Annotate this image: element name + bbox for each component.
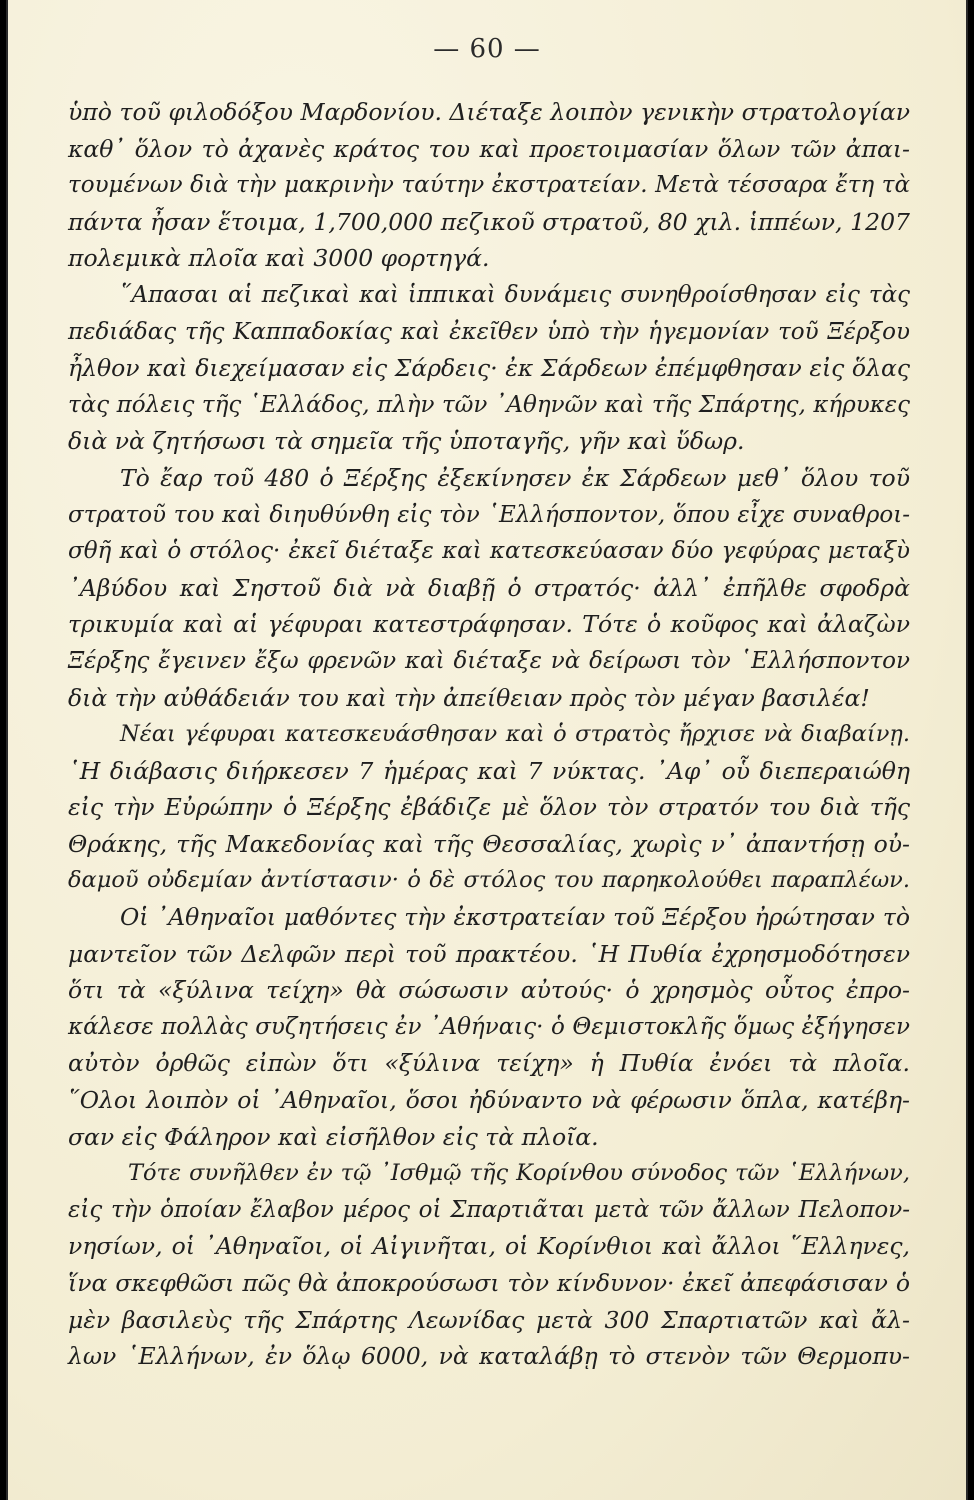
text-line: σθῆ καὶ ὁ στόλος· ἐκεῖ διέταξε καὶ κατεσκεύασαν δύο γεφύρας μεταξὺ [68,538,910,565]
text-line: διὰ τὴν αὐθάδειάν του καὶ τὴν ἀπείθειαν πρὸς τὸν μέγαν βασιλέα! [68,683,870,712]
text-line: Οἱ ᾿Αθηναῖοι μαθόντες τὴν ἐκστρατείαν τοῦ Ξέρξου ἠρώτησαν τὸ [120,903,910,932]
text-line: Θράκης, τῆς Μακεδονίας καὶ τῆς Θεσσαλίας, χωρὶς ν᾿ ἀπαντήσῃ οὐ- [68,829,910,858]
text-line: ὅτι τὰ «ξύλινα τείχη» θὰ σώσωσιν αὐτούς· ὁ χρησμὸς οὗτος ἐπρο- [68,976,910,1005]
text-line: κάλεσε πολλὰς συζητήσεις ἐν ᾿Αθήναις· ὁ Θεμιστοκλῆς ὅμως ἐξήγησεν [68,1013,910,1040]
text-line: νησίων, οἱ ᾿Αθηναῖοι, οἱ Αἰγινῆται, οἱ Κορίνθιοι καὶ ἄλλοι ῞Ελληνες, [68,1232,910,1261]
text-line: ᾿Αβύδου καὶ Σηστοῦ διὰ νὰ διαβῇ ὁ στρατός· ἀλλ᾿ ἐπῆλθε σφοδρὰ [68,573,910,602]
text-line: ὑπὸ τοῦ φιλοδόξου Μαρδονίου. Διέταξε λοιπὸν γενικὴν στρατολογίαν [68,98,910,126]
page-number: — 60 — [433,34,541,64]
text-line: στρατοῦ του καὶ διηυθύνθη εἰς τὸν ῾Ελλήσποντον, ὅπου εἶχε συναθροι- [68,501,910,528]
text-line: ῞Απασαι αἱ πεζικαὶ καὶ ἱππικαὶ δυνάμεις συνηθροίσθησαν εἰς τὰς [120,281,910,308]
text-line: μὲν βασιλεὺς τῆς Σπάρτης Λεωνίδας μετὰ 300 Σπαρτιατῶν καὶ ἄλ- [68,1305,910,1334]
text-line: τὰς πόλεις τῆς ῾Ελλάδος, πλὴν τῶν ᾿Αθηνῶν καὶ τῆς Σπάρτης, κήρυκες [68,391,910,418]
text-line: πεδιάδας τῆς Καππαδοκίας καὶ ἐκεῖθεν ὑπὸ τὴν ἡγεμονίαν τοῦ Ξέρξου [68,318,910,345]
text-line: διὰ νὰ ζητήσωσι τὰ σημεῖα τῆς ὑποταγῆς, γῆν καὶ ὕδωρ. [68,427,745,456]
text-line: καθ᾿ ὅλον τὸ ἀχανὲς κράτος του καὶ προετοιμασίαν ὅλων τῶν ἀπαι- [68,134,910,163]
text-line: Νέαι γέφυραι κατεσκευάσθησαν καὶ ὁ στρατὸς ἤρχισε νὰ διαβαίνῃ. [120,721,910,748]
page-text [68,94,910,1375]
text-line: αὐτὸν ὀρθῶς εἰπὼν ὅτι «ξύλινα τείχη» ἡ Πυθία ἐνόει τὰ πλοῖα. [68,1049,910,1078]
text-line: τουμένων διὰ τὴν μακρινὴν ταύτην ἐκστρατείαν. Μετὰ τέσσαρα ἔτη τὰ [68,172,910,199]
text-line: ῞Ολοι λοιπὸν οἱ ᾿Αθηναῖοι, ὅσοι ἠδύναντο νὰ φέρωσιν ὅπλα, κατέβη- [68,1086,910,1115]
text-line: εἰς τὴν Εὐρώπην ὁ Ξέρξης ἐβάδιζε μὲ ὅλον τὸν στρατόν του διὰ τῆς [68,793,910,822]
text-line: ἦλθον καὶ διεχείμασαν εἰς Σάρδεις· ἐκ Σάρδεων ἐπέμφθησαν εἰς ὅλας [68,354,910,383]
text-line: Ξέρξης ἔγεινεν ἔξω φρενῶν καὶ διέταξε νὰ δείρωσι τὸν ῾Ελλήσποντον [68,647,910,674]
text-line: μαντεῖον τῶν Δελφῶν περὶ τοῦ πρακτέου. ῾Η Πυθία ἐχρησμοδότησεν [68,939,910,968]
book-page [6,0,968,1500]
text-line: Τὸ ἔαρ τοῦ 480 ὁ Ξέρξης ἐξεκίνησεν ἐκ Σάρδεων μεθ᾿ ὅλου τοῦ [120,463,910,492]
text-line: σαν εἰς Φάληρον καὶ εἰσῆλθον εἰς τὰ πλοῖα. [68,1122,599,1151]
text-line: ἵνα σκεφθῶσι πῶς θὰ ἀποκρούσωσι τὸν κίνδυνον· ἐκεῖ ἀπεφάσισαν ὁ [68,1269,910,1297]
text-line: εἰς τὴν ὁποίαν ἔλαβον μέρος οἱ Σπαρτιᾶται μετὰ τῶν ἄλλων Πελοπον- [68,1196,910,1223]
text-line: πάντα ἦσαν ἕτοιμα, 1,700,000 πεζικοῦ στρατοῦ, 80 χιλ. ἱππέων, 1207 [68,207,910,236]
text-line: Τότε συνῆλθεν ἐν τῷ ᾿Ισθμῷ τῆς Κορίνθου σύνοδος τῶν ῾Ελλήνων, [128,1160,910,1187]
text-line: λων ῾Ελλήνων, ἐν ὅλῳ 6000, νὰ καταλάβῃ τὸ στενὸν τῶν Θερμοπυ- [68,1342,910,1371]
text-line: πολεμικὰ πλοῖα καὶ 3000 φορτηγά. [68,244,490,273]
text-line: ῾Η διάβασις διήρκεσεν 7 ἡμέρας καὶ 7 νύκτας. ᾿Αφ᾿ οὗ διεπεραιώθη [68,756,910,785]
text-line: τρικυμία καὶ αἱ γέφυραι κατεστράφησαν. Τότε ὁ κοῦφος καὶ ἀλαζὼν [68,610,910,639]
text-line: δαμοῦ οὐδεμίαν ἀντίστασιν· ὁ δὲ στόλος του παρηκολούθει παραπλέων. [68,867,910,894]
